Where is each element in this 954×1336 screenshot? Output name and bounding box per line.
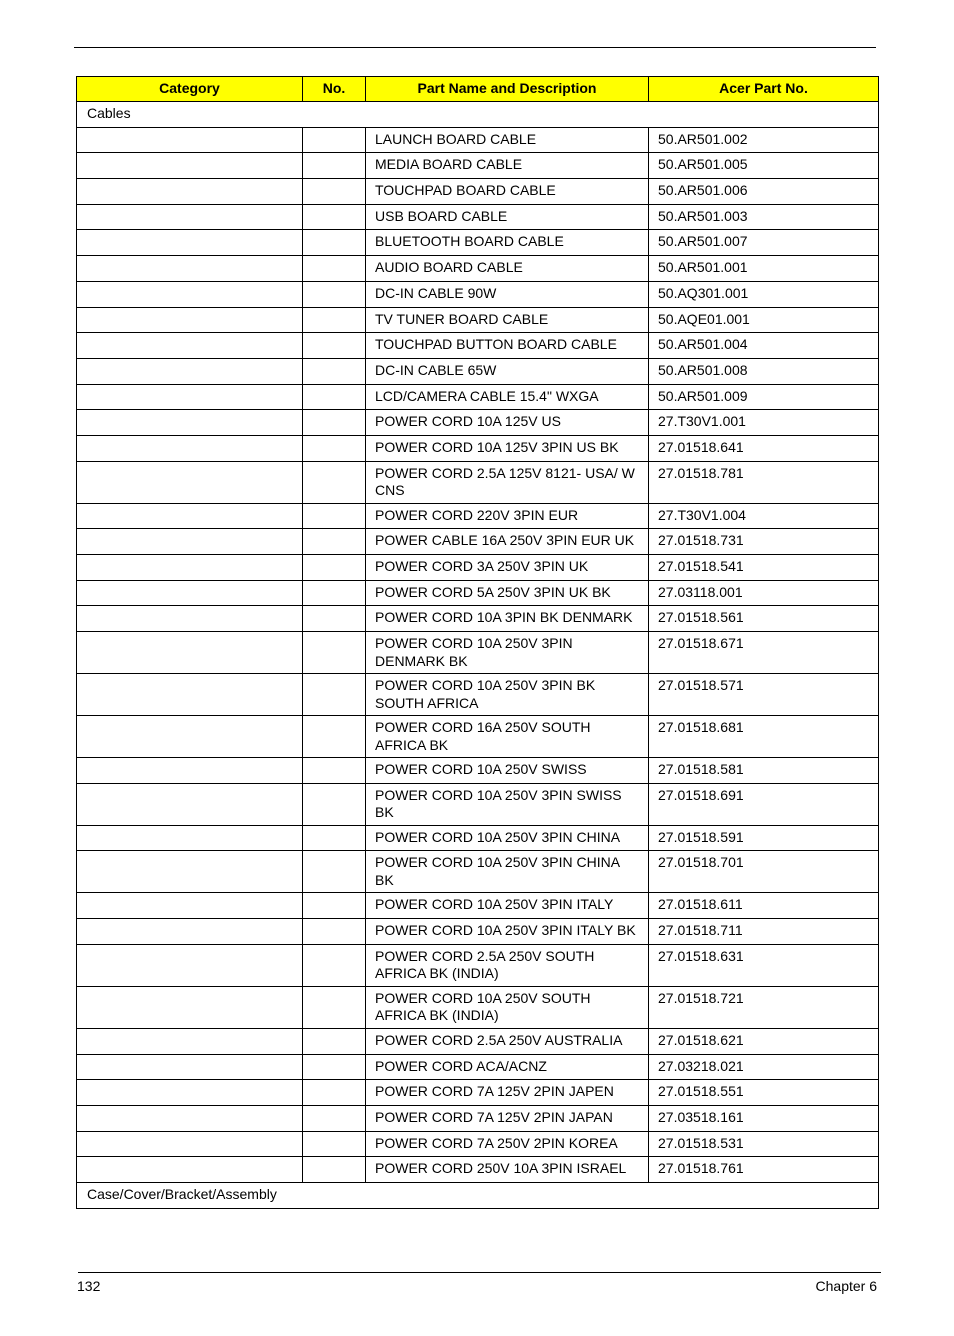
cell-acer-part-no: 27.01518.541 xyxy=(649,555,879,581)
cell-category xyxy=(77,580,303,606)
cell-part-name: POWER CORD 10A 250V SWISS xyxy=(366,758,649,784)
cell-part-name: POWER CORD 7A 125V 2PIN JAPAN xyxy=(366,1105,649,1131)
cell-category xyxy=(77,179,303,205)
table-header-row xyxy=(77,77,879,102)
cell-part-name: TOUCHPAD BOARD CABLE xyxy=(366,179,649,205)
cell-part-name: AUDIO BOARD CABLE xyxy=(366,256,649,282)
cell-no xyxy=(303,333,366,359)
cell-part-name: USB BOARD CABLE xyxy=(366,204,649,230)
cell-acer-part-no: 27.01518.561 xyxy=(649,606,879,632)
cell-part-name: POWER CORD 10A 250V 3PIN BK SOUTH AFRICA xyxy=(366,674,649,716)
cell-no xyxy=(303,1080,366,1106)
table-row xyxy=(77,606,879,632)
cell-acer-part-no: 27.01518.761 xyxy=(649,1157,879,1183)
cell-category xyxy=(77,986,303,1028)
table-row xyxy=(77,410,879,436)
cell-part-name: POWER CORD 2.5A 125V 8121- USA/ W CNS xyxy=(366,461,649,503)
cell-category xyxy=(77,204,303,230)
cell-acer-part-no: 27.01518.731 xyxy=(649,529,879,555)
table-row xyxy=(77,555,879,581)
table-row xyxy=(77,674,879,716)
cell-no xyxy=(303,919,366,945)
cell-acer-part-no: 27.01518.611 xyxy=(649,893,879,919)
cell-no xyxy=(303,606,366,632)
cell-acer-part-no: 27.03218.021 xyxy=(649,1054,879,1080)
cell-no xyxy=(303,1028,366,1054)
table-row xyxy=(77,230,879,256)
section-row xyxy=(77,1182,879,1208)
cell-category xyxy=(77,944,303,986)
table-row xyxy=(77,333,879,359)
cell-acer-part-no: 27.01518.781 xyxy=(649,461,879,503)
cell-category xyxy=(77,256,303,282)
cell-category xyxy=(77,1080,303,1106)
table-row xyxy=(77,783,879,825)
cell-part-name: POWER CORD 5A 250V 3PIN UK BK xyxy=(366,580,649,606)
table-row xyxy=(77,307,879,333)
cell-category xyxy=(77,503,303,529)
table-row xyxy=(77,281,879,307)
table-row xyxy=(77,204,879,230)
cell-acer-part-no: 27.T30V1.004 xyxy=(649,503,879,529)
cell-part-name: TV TUNER BOARD CABLE xyxy=(366,307,649,333)
cell-acer-part-no: 27.01518.551 xyxy=(649,1080,879,1106)
cell-no xyxy=(303,503,366,529)
table-row xyxy=(77,127,879,153)
cell-no xyxy=(303,716,366,758)
cell-part-name: POWER CORD 10A 250V SOUTH AFRICA BK (INDIA) xyxy=(366,986,649,1028)
table-row xyxy=(77,256,879,282)
cell-category xyxy=(77,1105,303,1131)
table-row xyxy=(77,1105,879,1131)
cell-acer-part-no: 27.01518.631 xyxy=(649,944,879,986)
cell-part-name: POWER CORD 10A 250V 3PIN CHINA xyxy=(366,825,649,851)
cell-part-name: POWER CORD 2.5A 250V SOUTH AFRICA BK (INDIA) xyxy=(366,944,649,986)
cell-part-name: POWER CORD ACA/ACNZ xyxy=(366,1054,649,1080)
table-row xyxy=(77,179,879,205)
cell-part-name: MEDIA BOARD CABLE xyxy=(366,153,649,179)
cell-no xyxy=(303,127,366,153)
cell-acer-part-no: 50.AR501.008 xyxy=(649,358,879,384)
cell-acer-part-no: 50.AR501.004 xyxy=(649,333,879,359)
table-row xyxy=(77,893,879,919)
table-row xyxy=(77,503,879,529)
table-row xyxy=(77,632,879,674)
cell-no xyxy=(303,1157,366,1183)
table-row xyxy=(77,1080,879,1106)
table-row xyxy=(77,851,879,893)
cell-part-name: POWER CORD 3A 250V 3PIN UK xyxy=(366,555,649,581)
cell-category xyxy=(77,358,303,384)
section-title: Case/Cover/Bracket/Assembly xyxy=(77,1182,879,1208)
cell-part-name: POWER CORD 10A 250V 3PIN DENMARK BK xyxy=(366,632,649,674)
cell-category xyxy=(77,606,303,632)
cell-no xyxy=(303,1054,366,1080)
table-row xyxy=(77,435,879,461)
cell-category xyxy=(77,410,303,436)
cell-category xyxy=(77,281,303,307)
cell-category xyxy=(77,783,303,825)
cell-no xyxy=(303,851,366,893)
table-row xyxy=(77,461,879,503)
table-row xyxy=(77,919,879,945)
table-row xyxy=(77,944,879,986)
footer-rule xyxy=(78,1272,881,1273)
cell-part-name: POWER CABLE 16A 250V 3PIN EUR UK xyxy=(366,529,649,555)
cell-acer-part-no: 50.AR501.003 xyxy=(649,204,879,230)
cell-part-name: POWER CORD 10A 125V US xyxy=(366,410,649,436)
cell-category xyxy=(77,1054,303,1080)
cell-acer-part-no: 27.01518.571 xyxy=(649,674,879,716)
cell-acer-part-no: 27.01518.621 xyxy=(649,1028,879,1054)
cell-part-name: POWER CORD 16A 250V SOUTH AFRICA BK xyxy=(366,716,649,758)
cell-category xyxy=(77,555,303,581)
cell-acer-part-no: 50.AR501.007 xyxy=(649,230,879,256)
cell-part-name: POWER CORD 7A 250V 2PIN KOREA xyxy=(366,1131,649,1157)
cell-category xyxy=(77,307,303,333)
cell-no xyxy=(303,758,366,784)
cell-acer-part-no: 50.AR501.006 xyxy=(649,179,879,205)
cell-part-name: DC-IN CABLE 65W xyxy=(366,358,649,384)
cell-acer-part-no: 50.AQ301.001 xyxy=(649,281,879,307)
cell-no xyxy=(303,153,366,179)
cell-acer-part-no: 27.T30V1.001 xyxy=(649,410,879,436)
header-acer-part-no: Acer Part No. xyxy=(649,77,879,102)
section-title: Cables xyxy=(77,102,879,128)
cell-acer-part-no: 27.01518.641 xyxy=(649,435,879,461)
cell-no xyxy=(303,674,366,716)
cell-category xyxy=(77,1131,303,1157)
cell-no xyxy=(303,281,366,307)
cell-acer-part-no: 27.03118.001 xyxy=(649,580,879,606)
cell-part-name: POWER CORD 10A 250V 3PIN CHINA BK xyxy=(366,851,649,893)
cell-part-name: POWER CORD 10A 3PIN BK DENMARK xyxy=(366,606,649,632)
cell-no xyxy=(303,410,366,436)
cell-acer-part-no: 50.AR501.005 xyxy=(649,153,879,179)
cell-acer-part-no: 50.AQE01.001 xyxy=(649,307,879,333)
cell-category xyxy=(77,851,303,893)
cell-no xyxy=(303,179,366,205)
table-row xyxy=(77,758,879,784)
cell-no xyxy=(303,384,366,410)
table-row xyxy=(77,153,879,179)
cell-acer-part-no: 27.01518.591 xyxy=(649,825,879,851)
cell-category xyxy=(77,758,303,784)
cell-no xyxy=(303,1105,366,1131)
cell-no xyxy=(303,256,366,282)
cell-acer-part-no: 50.AR501.009 xyxy=(649,384,879,410)
cell-acer-part-no: 27.01518.691 xyxy=(649,783,879,825)
cell-acer-part-no: 50.AR501.001 xyxy=(649,256,879,282)
header-no: No. xyxy=(303,77,366,102)
cell-category xyxy=(77,632,303,674)
cell-part-name: POWER CORD 7A 125V 2PIN JAPEN xyxy=(366,1080,649,1106)
table-body xyxy=(77,102,879,1209)
cell-part-name: POWER CORD 220V 3PIN EUR xyxy=(366,503,649,529)
cell-part-name: DC-IN CABLE 90W xyxy=(366,281,649,307)
cell-part-name: LCD/CAMERA CABLE 15.4" WXGA xyxy=(366,384,649,410)
cell-category xyxy=(77,893,303,919)
page-number: 132 xyxy=(77,1278,101,1294)
cell-no xyxy=(303,580,366,606)
table-row xyxy=(77,1131,879,1157)
parts-table xyxy=(76,76,879,1209)
cell-no xyxy=(303,230,366,256)
table-row xyxy=(77,580,879,606)
cell-no xyxy=(303,986,366,1028)
cell-part-name: POWER CORD 10A 250V 3PIN ITALY BK xyxy=(366,919,649,945)
cell-acer-part-no: 27.01518.681 xyxy=(649,716,879,758)
cell-no xyxy=(303,435,366,461)
table-row xyxy=(77,384,879,410)
cell-category xyxy=(77,384,303,410)
cell-category xyxy=(77,435,303,461)
cell-no xyxy=(303,1131,366,1157)
cell-category xyxy=(77,825,303,851)
cell-category xyxy=(77,716,303,758)
cell-category xyxy=(77,333,303,359)
cell-acer-part-no: 27.03518.161 xyxy=(649,1105,879,1131)
cell-part-name: BLUETOOTH BOARD CABLE xyxy=(366,230,649,256)
cell-no xyxy=(303,783,366,825)
cell-part-name: POWER CORD 2.5A 250V AUSTRALIA xyxy=(366,1028,649,1054)
cell-no xyxy=(303,632,366,674)
table-row xyxy=(77,825,879,851)
cell-no xyxy=(303,825,366,851)
table-row xyxy=(77,716,879,758)
chapter-label: Chapter 6 xyxy=(815,1278,877,1294)
top-rule xyxy=(74,47,876,48)
cell-no xyxy=(303,944,366,986)
cell-no xyxy=(303,204,366,230)
cell-part-name: LAUNCH BOARD CABLE xyxy=(366,127,649,153)
cell-part-name: POWER CORD 10A 125V 3PIN US BK xyxy=(366,435,649,461)
cell-acer-part-no: 27.01518.531 xyxy=(649,1131,879,1157)
cell-category xyxy=(77,1157,303,1183)
cell-acer-part-no: 27.01518.721 xyxy=(649,986,879,1028)
cell-category xyxy=(77,230,303,256)
cell-no xyxy=(303,461,366,503)
cell-no xyxy=(303,529,366,555)
cell-category xyxy=(77,127,303,153)
cell-acer-part-no: 50.AR501.002 xyxy=(649,127,879,153)
cell-no xyxy=(303,307,366,333)
table-row xyxy=(77,1157,879,1183)
cell-no xyxy=(303,555,366,581)
section-row xyxy=(77,102,879,128)
header-part-name: Part Name and Description xyxy=(366,77,649,102)
cell-category xyxy=(77,153,303,179)
cell-acer-part-no: 27.01518.671 xyxy=(649,632,879,674)
cell-acer-part-no: 27.01518.701 xyxy=(649,851,879,893)
cell-category xyxy=(77,461,303,503)
table-row xyxy=(77,1028,879,1054)
cell-part-name: POWER CORD 10A 250V 3PIN ITALY xyxy=(366,893,649,919)
cell-category xyxy=(77,529,303,555)
cell-part-name: TOUCHPAD BUTTON BOARD CABLE xyxy=(366,333,649,359)
cell-part-name: POWER CORD 250V 10A 3PIN ISRAEL xyxy=(366,1157,649,1183)
cell-acer-part-no: 27.01518.711 xyxy=(649,919,879,945)
cell-no xyxy=(303,893,366,919)
cell-category xyxy=(77,1028,303,1054)
cell-acer-part-no: 27.01518.581 xyxy=(649,758,879,784)
header-category: Category xyxy=(77,77,303,102)
cell-category xyxy=(77,919,303,945)
cell-part-name: POWER CORD 10A 250V 3PIN SWISS BK xyxy=(366,783,649,825)
cell-category xyxy=(77,674,303,716)
table-row xyxy=(77,358,879,384)
cell-no xyxy=(303,358,366,384)
table-row xyxy=(77,529,879,555)
table-row xyxy=(77,1054,879,1080)
table-row xyxy=(77,986,879,1028)
